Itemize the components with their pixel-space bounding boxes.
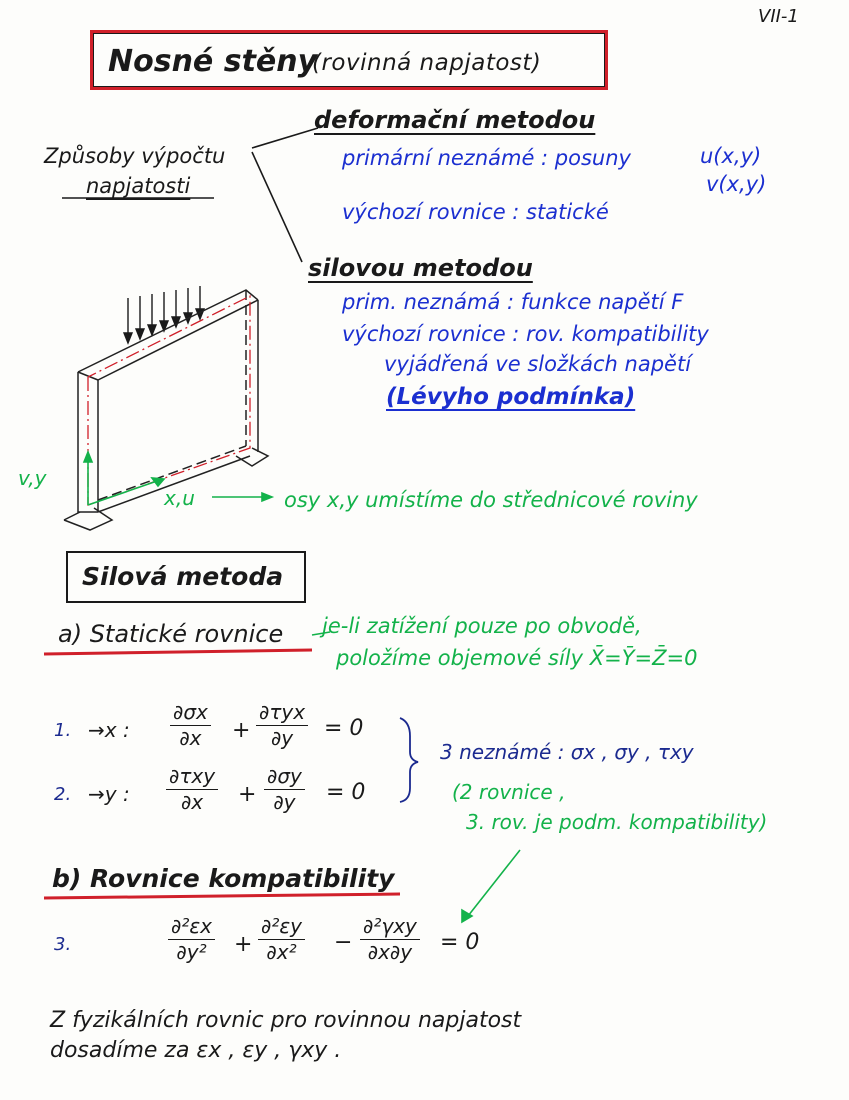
static-eq-heading: a) Statické rovnice (58, 620, 284, 648)
compat-heading: b) Rovnice kompatibility (52, 864, 395, 893)
closing-line1: Z fyzikálních rovnic pro rovinnou napjatost (50, 1008, 522, 1033)
static-heading-underline (44, 650, 312, 654)
axis-x-label: x,u (164, 486, 195, 510)
load-arrows (124, 286, 204, 343)
eq1-term1-den: ∂x (179, 726, 202, 750)
force-equations: výchozí rovnice : rov. kompatibility (342, 322, 709, 346)
eq1-rhs: = 0 (324, 716, 364, 741)
compat-minus: − (334, 930, 353, 955)
equations-brace (400, 718, 418, 802)
deformation-heading: deformační metodou (314, 106, 596, 134)
eq2-term1-den: ∂x (180, 790, 204, 814)
compat-heading-underline (44, 894, 400, 898)
closing-line2: dosadíme za εx , εy , γxy . (50, 1038, 342, 1063)
unknowns-note: 3 neznámé : σx , σy , τxy (440, 740, 694, 764)
static-note-arrow (312, 632, 330, 635)
levy-condition: (Lévyho podmínka) (386, 384, 636, 410)
axis-v-label: v,y (18, 466, 47, 490)
deformation-equations: výchozí rovnice : statické (342, 200, 609, 224)
deformation-unknowns: primární neznámé : posuny (342, 146, 631, 170)
branch-line-force (252, 152, 302, 262)
branch-line-deformation (252, 128, 318, 148)
eq2-plus: + (238, 782, 257, 807)
compat-label: 3. (54, 934, 72, 955)
compat-term2-num: ∂²εy (258, 916, 305, 940)
eq1-term1-num: ∂σx (170, 702, 211, 726)
page-number: VII-1 (758, 6, 799, 27)
compat-term3-den: ∂x∂y (367, 940, 413, 964)
u-function: u(x,y) (700, 144, 762, 168)
eq1-term2-den: ∂y (270, 726, 294, 750)
compat-pointer-arrow (462, 850, 520, 922)
compat-term1-den: ∂y² (176, 940, 207, 964)
compat-term3-num: ∂²γxy (360, 916, 420, 940)
methods-label-line2: napjatosti (86, 174, 191, 198)
eq2-term2-num: ∂σy (264, 766, 305, 790)
compat-term1-num: ∂²εx (168, 916, 215, 940)
page-subtitle: (rovinná napjatost) (312, 50, 542, 76)
page-title: Nosné stěny (108, 44, 318, 79)
eq2-term2-den: ∂y (273, 790, 296, 814)
compat-rhs: = 0 (440, 930, 480, 955)
v-function: v(x,y) (706, 172, 767, 196)
eq1-label: 1. (54, 720, 72, 741)
compat-term2-den: ∂x² (266, 940, 297, 964)
force-expressed: vyjádřená ve složkách napětí (384, 352, 692, 376)
eq2-term1-num: ∂τxy (166, 766, 218, 790)
load-note-line1: je-li zatížení pouze po obvodě, (322, 614, 642, 638)
force-unknowns: prim. neznámá : funkce napětí F (342, 290, 684, 314)
methods-label-line1: Způsoby výpočtu (44, 144, 226, 168)
compat-plus: + (234, 932, 253, 957)
eq2-rhs: = 0 (326, 780, 366, 805)
eq1-plus: + (232, 718, 251, 743)
midplane-axes (84, 452, 272, 505)
eq2-direction: →y : (88, 782, 130, 806)
axes-note: osy x,y umístíme do střednicové roviny (284, 488, 698, 512)
force-heading: silovou metodou (308, 254, 533, 282)
eq1-direction: →x : (88, 718, 130, 742)
load-note-line2: položíme objemové síly X̄=Ȳ=Z̄=0 (336, 646, 698, 670)
eq2-label: 2. (54, 784, 72, 805)
force-method-title: Silová metoda (82, 562, 284, 591)
eq1-term2-num: ∂τyx (256, 702, 308, 726)
eqcount-line1: (2 rovnice , (452, 780, 566, 804)
eqcount-line2: 3. rov. je podm. kompatibility) (466, 810, 768, 834)
